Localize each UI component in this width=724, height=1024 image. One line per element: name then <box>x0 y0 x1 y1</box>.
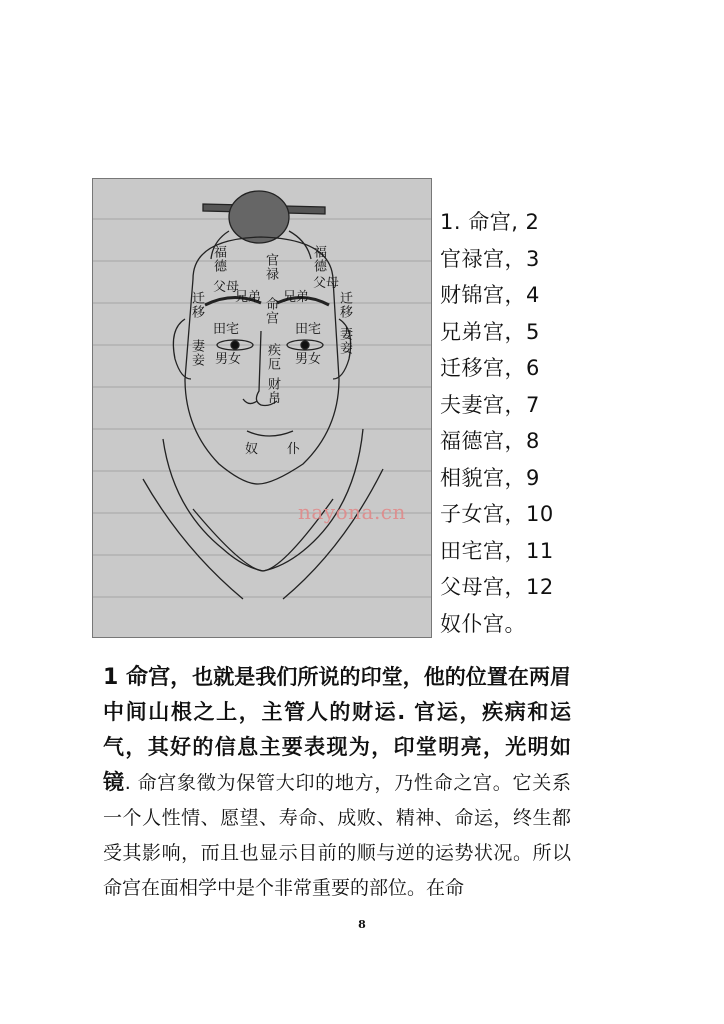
label-nannv-left: 男女 <box>215 352 242 367</box>
label-jie: 疾厄 <box>265 343 280 371</box>
label-nupu-nu: 奴 <box>245 442 259 457</box>
label-qianyi-left: 迁移 <box>189 291 204 319</box>
page-number: 8 <box>358 918 366 931</box>
label-qianyi-right: 迁移 <box>337 291 352 319</box>
palace-list: 1. 命宫, 2 官禄宫，3 财锦宫，4 兄弟宫，5 迁移宫，6 夫妻宫，7 福德宫，8 相貌宫，9 子女宫，10 田宅宫，11 父母宫，12 奴仆宫。 <box>440 210 554 636</box>
label-fude-left: 福德 <box>211 245 226 273</box>
label-nupu-pu: 仆 <box>287 442 301 457</box>
label-fumu-left: 父母 <box>213 280 240 295</box>
paragraph-lead: 1 命宫， <box>103 665 193 690</box>
label-tianzhai-left: 田宅 <box>213 322 240 337</box>
twelve-palaces-figure <box>92 178 432 638</box>
face-drawing <box>93 179 431 637</box>
paragraph-bold-text: 也就是我们所说的印堂，他的位置在两眉中间山根之上，主管人的财运. 官运，疾病和运气，其好的信息主要表现为，印堂明亮，光明如镜 <box>103 665 572 794</box>
label-nannv-right: 男女 <box>295 352 322 367</box>
label-qiqie-right: 妻妾 <box>337 327 352 355</box>
label-tianzhai-right: 田宅 <box>295 322 322 337</box>
label-xiongdi-right: 兄弟 <box>283 290 310 305</box>
body-paragraph <box>103 660 571 905</box>
watermark: nayona.cn <box>298 500 406 524</box>
label-xiongdi-left: 兄弟 <box>235 290 262 305</box>
paragraph-regular-text: . 命宫象徵为保管大印的地方，乃性命之宫。它关系一个人性情、愿望、寿命、成败、精神、命运，终生都受其影响，而且也显示目前的顺与逆的运势状况。所以命宫在面相学中是个非常重要的部位。在命 <box>103 772 572 899</box>
label-fumu-right: 父母 <box>313 276 340 291</box>
label-minggong: 命宫 <box>263 297 278 325</box>
label-guanlu: 官禄 <box>263 253 278 281</box>
label-caibo: 财帛 <box>265 377 280 405</box>
label-fude-right: 福德 <box>311 245 326 273</box>
label-qiqie-left: 妻妾 <box>189 339 204 367</box>
